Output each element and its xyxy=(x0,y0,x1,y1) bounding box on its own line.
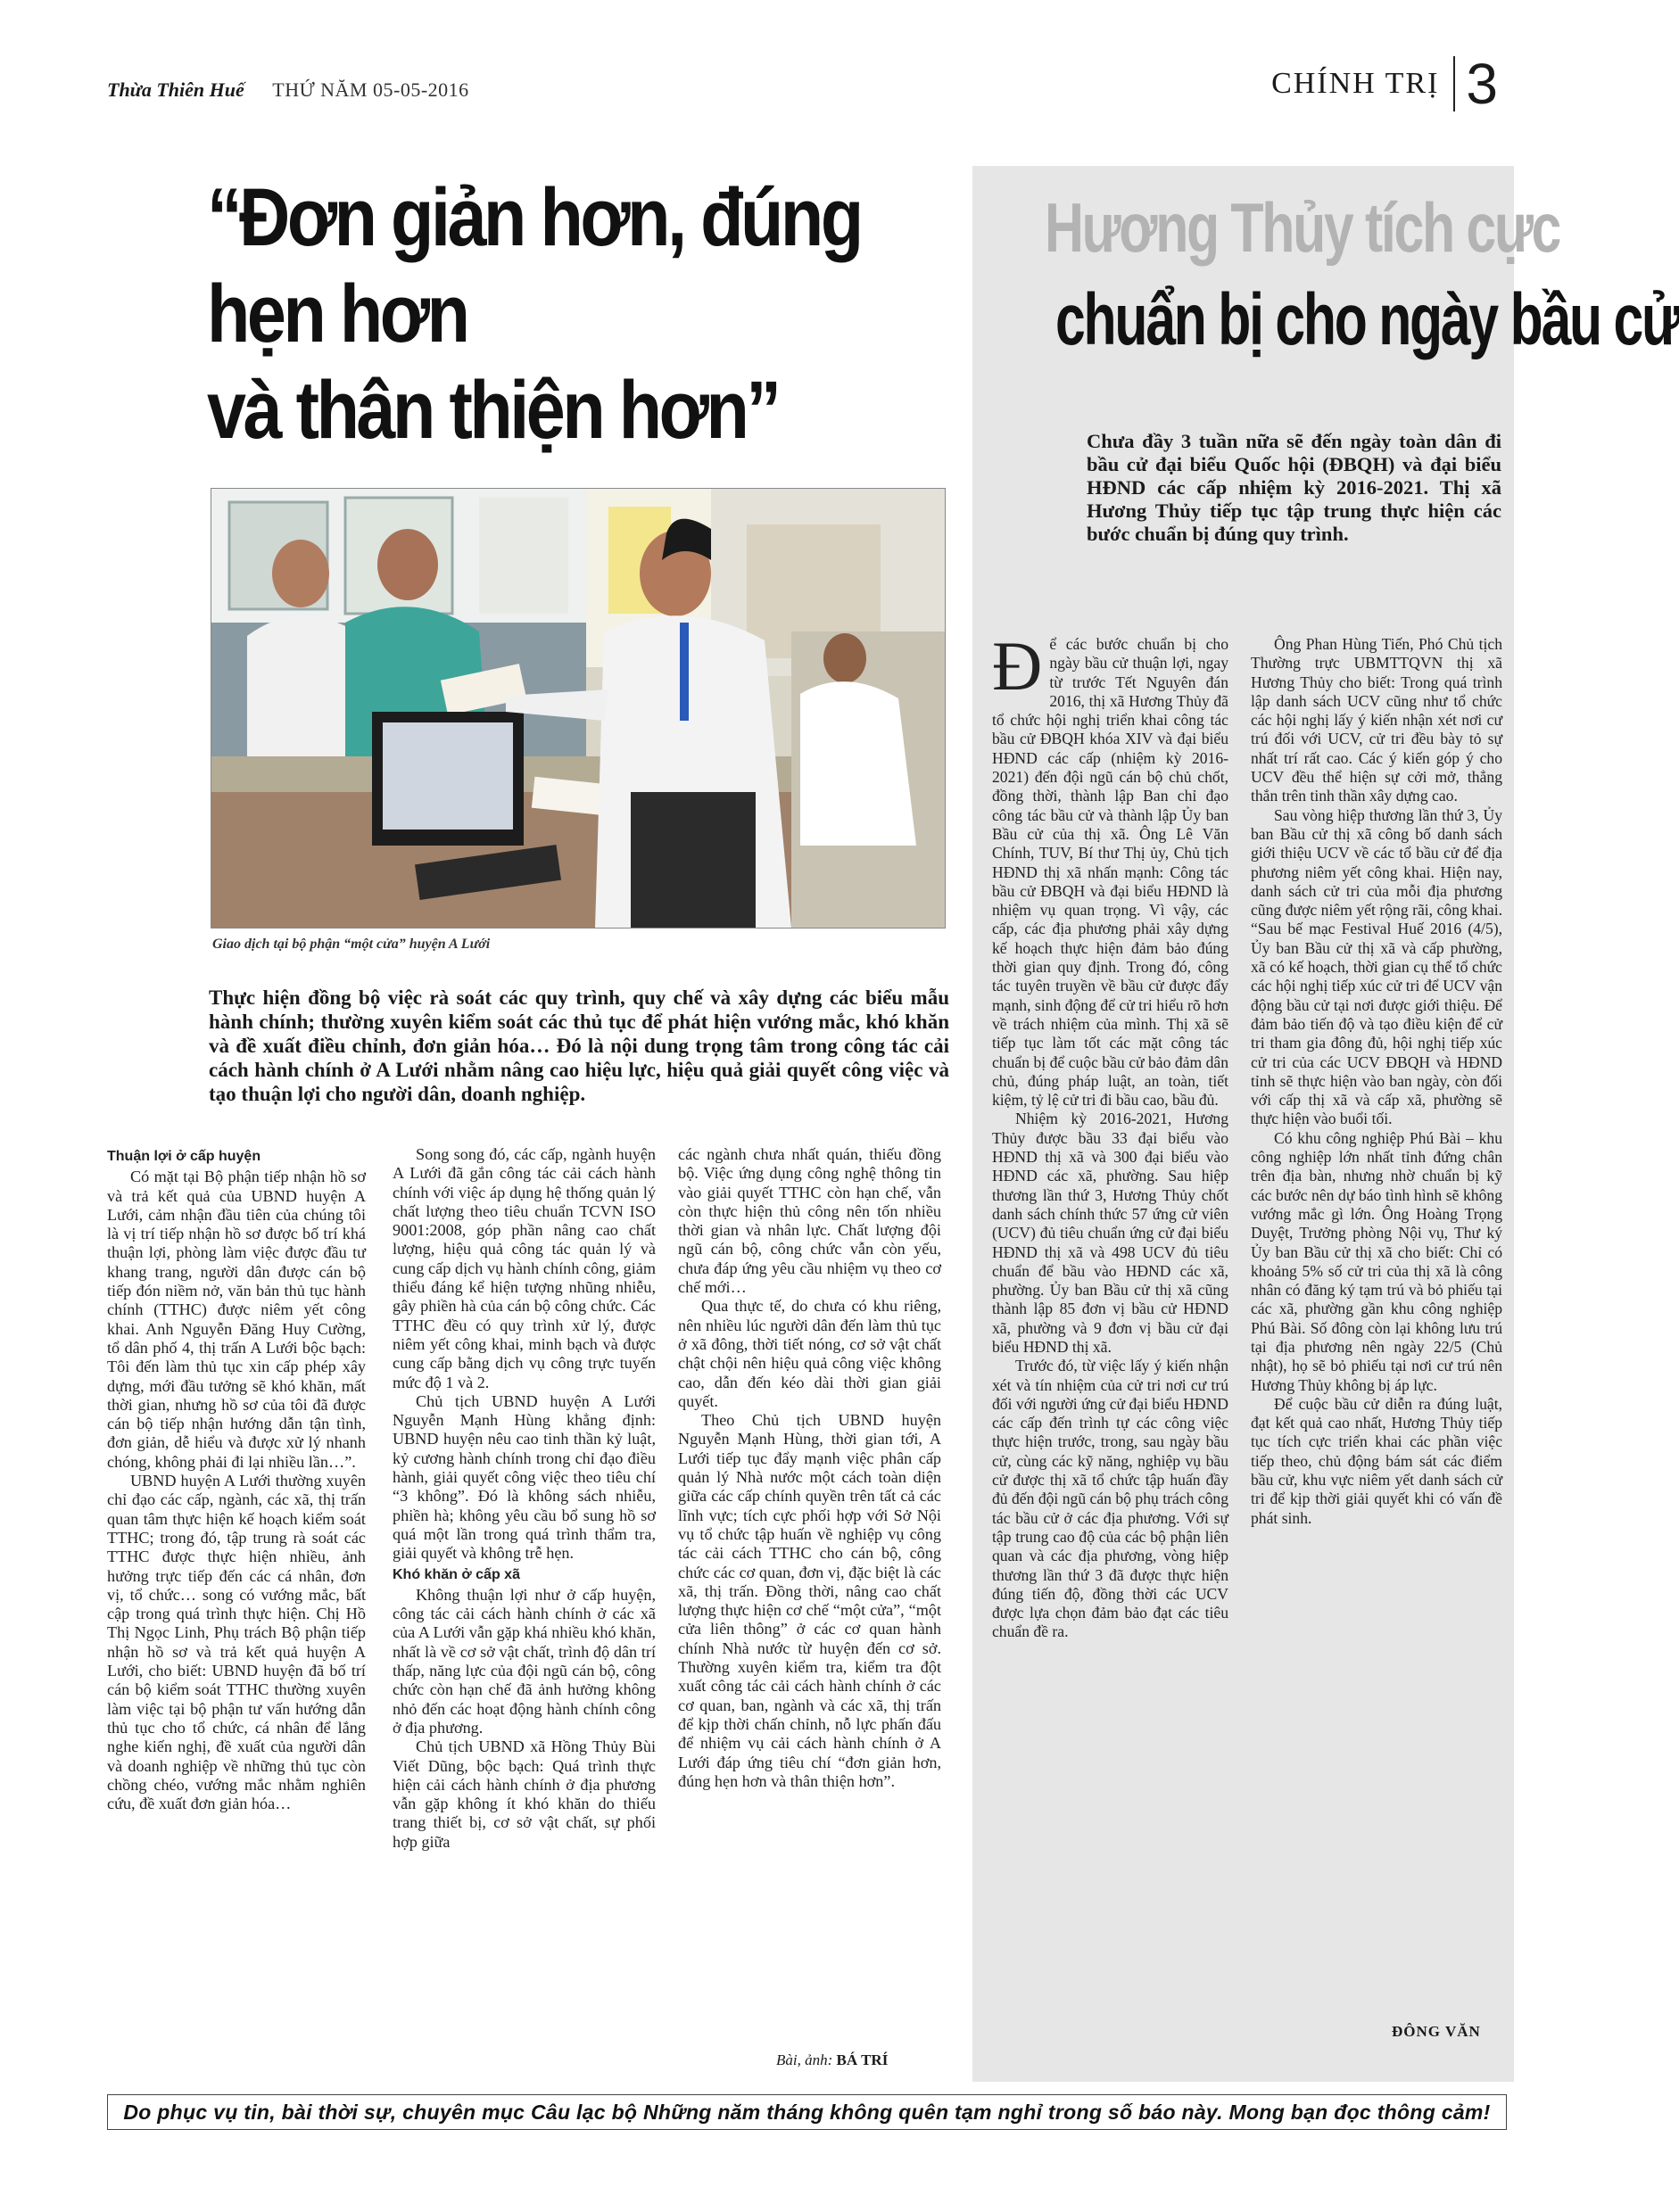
paragraph: Có khu công nghiệp Phú Bài – khu công nghiệp lớn nhất tỉnh đứng chân trên địa bàn, nhưng nhờ chuẩn bị kỹ các bước nên dự báo tình hình sẽ không vướng mắc gì lớn. Ông Hoàng Trọng Duyệt, Trưởng phòng Nội vụ, Thư ký Ủy ban Bầu cử thị xã cho biết: Chỉ có khoảng 5% số cử tri của thị xã là công nhân có đăng ký tạm trú và bỏ phiếu tại các xã, phường gần khu công nghiệp Phú Bài. Số đông còn lại không lưu trú tại địa phương nên ngày 22/5 (Chủ nhật), họ sẽ bỏ phiếu tại nơi cư trú nên Hương Thủy không bị áp lực. xyxy=(1251,1128,1502,1394)
masthead-left xyxy=(107,78,469,102)
photo-illustration xyxy=(211,489,945,928)
paragraph: các ngành chưa nhất quán, thiếu đồng bộ. Việc ứng dụng công nghệ thông tin vào giải quyết TTHC còn hạn chế, vẫn còn thực hiện thủ công nên tốn nhiều thời gian và nhân lực. Chất lượng đội ngũ cán bộ, công chức vẫn còn yếu, chưa đáp ứng yêu cầu nhiệm vụ theo cơ chế mới… xyxy=(678,1145,941,1297)
byline-author: BÁ TRÍ xyxy=(836,2051,889,2068)
footer-notice: Do phục vụ tin, bài thời sự, chuyên mục Câu lạc bộ Những năm tháng không quên tạm nghỉ trong số báo này. Mong bạn đọc thông cảm! xyxy=(107,2094,1507,2130)
subhead-district: Thuận lợi ở cấp huyện xyxy=(107,1149,261,1164)
main-headline-line-1: “Đơn giản hơn, đúng hẹn hơn xyxy=(207,172,861,359)
subhead-commune: Khó khăn ở cấp xã xyxy=(393,1566,520,1582)
paragraph-text: ể các bước chuẩn bị cho ngày bầu cử thuận lợi, ngay từ trước Tết Nguyên đán 2016, thị xã Hương Thủy đã tổ chức hội nghị triển khai công tác bầu cử ĐBQH khóa XIV và đại biểu HĐND các cấp (nhiệm kỳ 2016-2021) đến đội ngũ cán bộ chủ chốt, đồng thời, thành lập Ban chỉ đạo công tác bầu cử và thành lập Ủy ban Bầu cử của thị xã. Ông Lê Văn Chính, TUV, Bí thư Thị ủy, Chủ tịch HĐND thị xã nhấn mạnh: Công tác bầu cử ĐBQH và đại biểu HĐND là nhiệm vụ quan trọng. Vì vậy, các cấp, các địa phương phải xây dựng kế hoạch thực hiện đảm bảo đúng thời gian quy định. Trong đó, công tác tuyên truyền về bầu cử được đẩy mạnh, sinh động để cử tri hiểu rõ hơn về trách nhiệm của mình. Thị xã sẽ tiếp tục làm tốt các mặt công tác chuẩn bị để cuộc bầu cử bảo đảm dân chủ, đúng pháp luật, an toàn, tiết kiệm, tỷ lệ cử tri đi bầu cao, bầu đủ. xyxy=(992,635,1228,1110)
paragraph: Trước đó, từ việc lấy ý kiến nhận xét và tín nhiệm của cử tri nơi cư trú đối với người ứng cử đại biểu HĐND các cấp đến trình tự các công việc thực hiện trước, trong, sau ngày bầu cử, cùng các kỹ năng, nghiệp vụ bầu cử được thị xã tổ chức tập huấn đầy đủ đến đội ngũ cán bộ phụ trách công tác bầu cử ở các địa phương. Với sự tập trung cao độ của các bộ phận liên quan và các địa phương, vòng hiệp thương lần thứ 3 đã được thực hiện đúng tiến độ, đồng thời các UCV được lựa chọn đảm bảo đạt các tiêu chuẩn đề ra. xyxy=(992,1357,1228,1641)
main-headline-line-2: và thân thiện hơn” xyxy=(207,365,779,456)
main-headline xyxy=(207,169,867,458)
paragraph xyxy=(992,627,1228,1110)
byline-prefix: Bài, ảnh: xyxy=(776,2051,833,2068)
sidebar-lede: Chưa đầy 3 tuần nữa sẽ đến ngày toàn dân đi bầu cử đại biểu Quốc hội (ĐBQH) và đại biểu HĐND các cấp nhiệm kỳ 2016-2021. Thị xã Hương Thủy tiếp tục tập trung thực hiện các bước chuẩn bị đúng quy trình. xyxy=(1087,430,1501,545)
paragraph: Theo Chủ tịch UBND huyện Nguyễn Mạnh Hùng, thời gian tới, A Lưới tiếp tục đẩy mạnh việc phân cấp quản lý Nhà nước một cách toàn diện giữa các cấp chính quyền trên tất cả các lĩnh vực; tích cực phối hợp với Sở Nội vụ tổ chức tập huấn về nghiệp vụ công tác cải cách TTHC cho cán bộ, công chức các cơ quan, đơn vị, đặc biệt là các xã, thị trấn. Đồng thời, nâng cao chất lượng thực hiện cơ chế “một cửa”, “một cửa liên thông” ở các cơ quan hành chính Nhà nước từ huyện đến cơ sở. Thường xuyên kiểm tra, kiểm tra đột xuất công tác cải cách hành chính ở các cơ quan, ban, ngành và các xã, thị trấn để kịp thời chấn chỉnh, nỗ lực phấn đấu để nhiệm vụ cải cách hành chính ở A Lưới đáp ứng tiêu chí “đơn giản hơn, đúng hẹn hơn và thân thiện hơn”. xyxy=(678,1411,941,1790)
main-column-1 xyxy=(107,1145,366,1813)
paragraph: Chủ tịch UBND xã Hồng Thủy Bùi Viết Dũng, bộc bạch: Quá trình thực hiện cải cách hành chính ở địa phương vẫn gặp không ít khó khăn do thiếu trang thiết bị, cơ sở vật chất, sự phối hợp giữa xyxy=(393,1737,656,1851)
article-photo xyxy=(211,488,946,929)
paragraph: Để cuộc bầu cử diễn ra đúng luật, đạt kết quả cao nhất, Hương Thủy tiếp tục tích cực triển khai các phần việc tiếp theo, chủ động bám sát các điểm bầu cử, khu vực niêm yết danh sách cử tri để kịp thời giải quyết khi có vấn đề phát sinh. xyxy=(1251,1394,1502,1527)
paragraph: Có mặt tại Bộ phận tiếp nhận hồ sơ và trả kết quả của UBND huyện A Lưới, cảm nhận đầu tiên của chúng tôi là vị trí tiếp nhận hồ sơ được bố trí khá thuận lợi, phòng làm việc được đầu tư khang trang, người dân được cán bộ tiếp đón niềm nở, văn bản thủ tục hành chính (TTHC) được niêm yết công khai. Anh Nguyễn Đăng Huy Cường, tổ dân phố 4, thị trấn A Lưới bộc bạch: Tôi đến làm thủ tục xin cấp phép xây dựng, mới đầu tưởng sẽ khó khăn, mất thời gian, nhưng hồ sơ của tôi đã được cán bộ tiếp nhận hướng dẫn tận tình, đơn giản, dễ hiểu và được xử lý nhanh chóng, không phải đi lại nhiều lần…”. xyxy=(107,1168,366,1471)
main-byline xyxy=(776,2051,888,2069)
sidebar-headline-line-2: chuẩn bị cho ngày bầu cử xyxy=(1055,279,1679,360)
main-lede: Thực hiện đồng bộ việc rà soát các quy trình, quy chế và xây dựng các biểu mẫu hành chính; thường xuyên kiểm soát các thủ tục để phát hiện vướng mắc, khó khăn và đề xuất điều chỉnh, đơn giản hóa… Đó là nội dung trọng tâm trong công tác cải cách hành chính ở A Lưới nhằm nâng cao hiệu lực, hiệu quả giải quyết công việc và tạo thuận lợi cho người dân, doanh nghiệp. xyxy=(209,986,949,1105)
photo-caption: Giao dịch tại bộ phận “một cửa” huyện A Lưới xyxy=(212,937,491,952)
paragraph: Chủ tịch UBND huyện A Lưới Nguyễn Mạnh Hùng khẳng định: UBND huyện nêu cao tinh thần kỷ luật, kỷ cương hành chính trong chỉ đạo điều hành, giải quyết công việc theo tiêu chí “3 không”. Đó là không sách nhiễu, phiền hà; không yêu cầu bổ sung hồ sơ quá một lần trong quá trình thẩm tra, giải quyết và không trễ hẹn. xyxy=(393,1391,656,1563)
section-divider xyxy=(1453,56,1455,111)
section-name: CHÍNH TRỊ xyxy=(1271,67,1440,100)
sidebar-headline-line-1: Hương Thủy tích cực xyxy=(1045,188,1560,267)
paragraph: Nhiệm kỳ 2016-2021, Hương Thủy được bầu 33 đại biểu vào HĐND thị xã và 300 đại biểu vào HĐND các xã, phường. Sau hiệp thương lần thứ 3, Hương Thủy chốt danh sách chính thức 57 ứng cử viên (UCV) đủ tiêu chuẩn ứng cử đại biểu HĐND thị xã và 498 UCV đủ tiêu chuẩn để bầu vào HĐND các xã, phường. Ủy ban Bầu cử thị xã cũng thành lập 85 đơn vị bầu cử HĐND xã, phường và 9 đơn vị bầu cử đại biểu HĐND thị xã. xyxy=(992,1110,1228,1356)
sidebar-column-1 xyxy=(992,627,1228,1642)
paragraph: Sau vòng hiệp thương lần thứ 3, Ủy ban Bầu cử thị xã công bố danh sách giới thiệu UCV về các tổ bầu cử để địa phương niêm yết công khai. Hiện nay, danh sách cử tri của mỗi địa phương cũng được niêm yết rộng rãi, công khai. “Sau bế mạc Festival Huế 2016 (4/5), Ủy ban Bầu cử thị xã và cấp phường, xã có kế hoạch, thời gian cụ thể tổ chức các hội nghị tiếp xúc cử tri để UCV vận động bầu cử tại nơi được giới thiệu. Để đảm bảo tiến độ và tạo điều kiện để cử tri tham gia đông đủ, hội nghị tiếp xúc cử tri của các UCV ĐBQH và HĐND tỉnh sẽ thực hiện vào ban ngày, còn đối với cấp thị xã và cấp xã, phường sẽ thực hiện vào buổi tối. xyxy=(1251,805,1502,1128)
issue-date: THỨ NĂM 05-05-2016 xyxy=(272,78,469,101)
masthead-right xyxy=(1271,52,1498,116)
main-column-2 xyxy=(393,1145,656,1852)
drop-cap: Đ xyxy=(992,627,1043,705)
paragraph: Song song đó, các cấp, ngành huyện A Lưới đã gắn công tác cải cách hành chính với việc áp dụng hệ thống quản lý chất lượng theo tiêu chuẩn TCVN ISO 9001:2008, góp phần nâng cao chất lượng, hiệu quả công tác quản lý và cung cấp dịch vụ hành chính công, giảm thiểu đáng kể hiện tượng nhũng nhiễu, gây phiền hà của cán bộ công chức. Các TTHC đều có quy trình xử lý, được niêm yết công khai, minh bạch và được cung cấp bằng dịch vụ công trực tuyến mức độ 1 và 2. xyxy=(393,1145,656,1391)
main-column-3 xyxy=(678,1145,941,1791)
paragraph: Ông Phan Hùng Tiến, Phó Chủ tịch Thường trực UBMTTQVN thị xã Hương Thủy cho biết: Trong quá trình lập danh sách UCV cũng như tổ chức các hội nghị lấy ý kiến nhận xét nơi cư trú đối với UCV, cử tri đều bày tỏ sự nhất trí rất cao. Các ý kiến góp ý cho UCV đều thể hiện sự cởi mở, thẳng thắn trên tinh thần xây dựng cao. xyxy=(1251,635,1502,805)
paragraph: UBND huyện A Lưới thường xuyên chỉ đạo các cấp, ngành, các xã, thị trấn quan tâm thực hiện kế hoạch kiểm soát TTHC; trong đó, tập trung rà soát các TTHC được thực hiện nhiều, ảnh hưởng trực tiếp đến các cá nhân, đơn vị, tổ chức… song có vướng mắc, bất cập trong quá trình thực hiện. Chị Hồ Thị Ngọc Linh, Phụ trách Bộ phận tiếp nhận hồ sơ và trả kết quả huyện A Lưới, cho biết: UBND huyện đã bố trí cán bộ kiểm soát TTHC thường xuyên làm việc tại bộ phận tư vấn hướng dẫn thủ tục cho tổ chức, cá nhân để lắng nghe kiến nghị, đề xuất của người dân và doanh nghiệp về những thủ tục còn chồng chéo, vướng mắc nhằm nghiên cứu, đề xuất đơn giản hóa… xyxy=(107,1472,366,1813)
paper-name: Thừa Thiên Huế xyxy=(107,78,244,101)
paragraph: Qua thực tế, do chưa có khu riêng, nên nhiều lúc người dân đến làm thủ tục ở xã đông, thời tiết nóng, cơ sở vật chất chật chội nên hiệu quả công việc không cao, dẫn đến kéo dài thời gian giải quyết. xyxy=(678,1297,941,1410)
sidebar-byline: ĐÔNG VĂN xyxy=(1392,2023,1481,2040)
paragraph: Không thuận lợi như ở cấp huyện, công tác cải cách hành chính ở các xã của A Lưới vẫn gặp khá nhiều khó khăn, nhất là về cơ sở vật chất, trình độ dân trí thấp, năng lực của đội ngũ cán bộ, công chức còn hạn chế đã ảnh hưởng không nhỏ đến các hoạt động hành chính công ở địa phương. xyxy=(393,1585,656,1737)
sidebar-column-2 xyxy=(1251,635,1502,1528)
page-number: 3 xyxy=(1466,52,1498,116)
